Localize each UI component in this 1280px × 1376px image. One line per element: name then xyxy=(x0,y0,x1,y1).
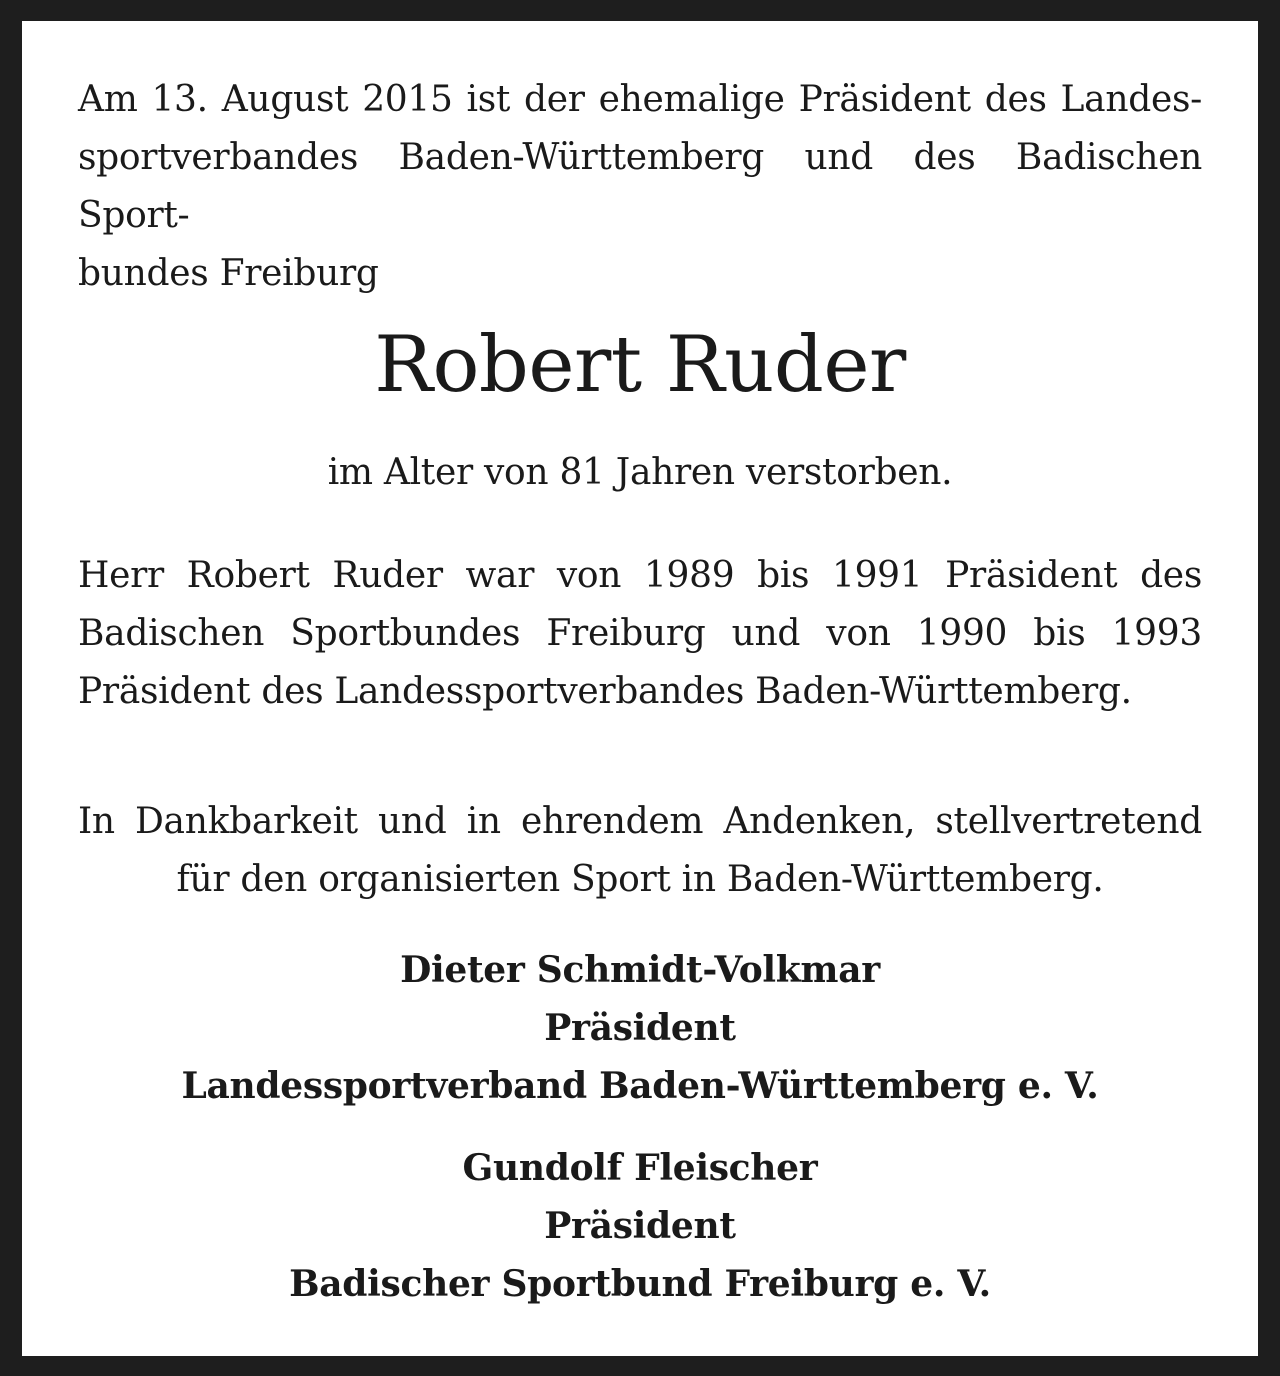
signatory-organization: Landessportverband Baden-Württemberg e. V. xyxy=(181,1065,1099,1107)
age-text: im Alter von 81 Jahren verstorben. xyxy=(327,452,953,493)
gratitude-line: In Dankbarkeit und in ehrendem Andenken, stellvertretend xyxy=(78,801,1202,842)
gratitude-paragraph xyxy=(78,793,1202,909)
signatory-block xyxy=(78,941,1202,1115)
career-line: Präsident des Landessportverbandes Baden-Württemberg. xyxy=(78,671,1132,712)
deceased-name: Robert Ruder xyxy=(374,320,906,410)
signatory-title: Präsident xyxy=(544,1007,736,1049)
gratitude-line: für den organisierten Sport in Baden-Württemberg. xyxy=(176,859,1104,900)
obituary-notice xyxy=(22,21,1258,1356)
intro-line: bundes Freiburg xyxy=(78,253,379,294)
signatory-name: Dieter Schmidt-Volkmar xyxy=(400,949,880,991)
age-line xyxy=(78,444,1202,502)
intro-line: Am 13. August 2015 ist der ehemalige Präsident des Landes- xyxy=(78,79,1202,120)
signatory-title: Präsident xyxy=(544,1205,736,1247)
signatory-block xyxy=(78,1139,1202,1313)
signatory-name: Gundolf Fleischer xyxy=(462,1147,818,1189)
intro-paragraph xyxy=(78,71,1202,303)
signatory-organization: Badischer Sportbund Freiburg e. V. xyxy=(289,1263,991,1305)
career-line: Herr Robert Ruder war von 1989 bis 1991 Präsident des xyxy=(78,555,1202,596)
career-paragraph xyxy=(78,547,1202,721)
intro-line: sportverbandes Baden-Württemberg und des Badischen Sport- xyxy=(78,137,1202,236)
career-line: Badischen Sportbundes Freiburg und von 1990 bis 1993 xyxy=(78,613,1202,654)
